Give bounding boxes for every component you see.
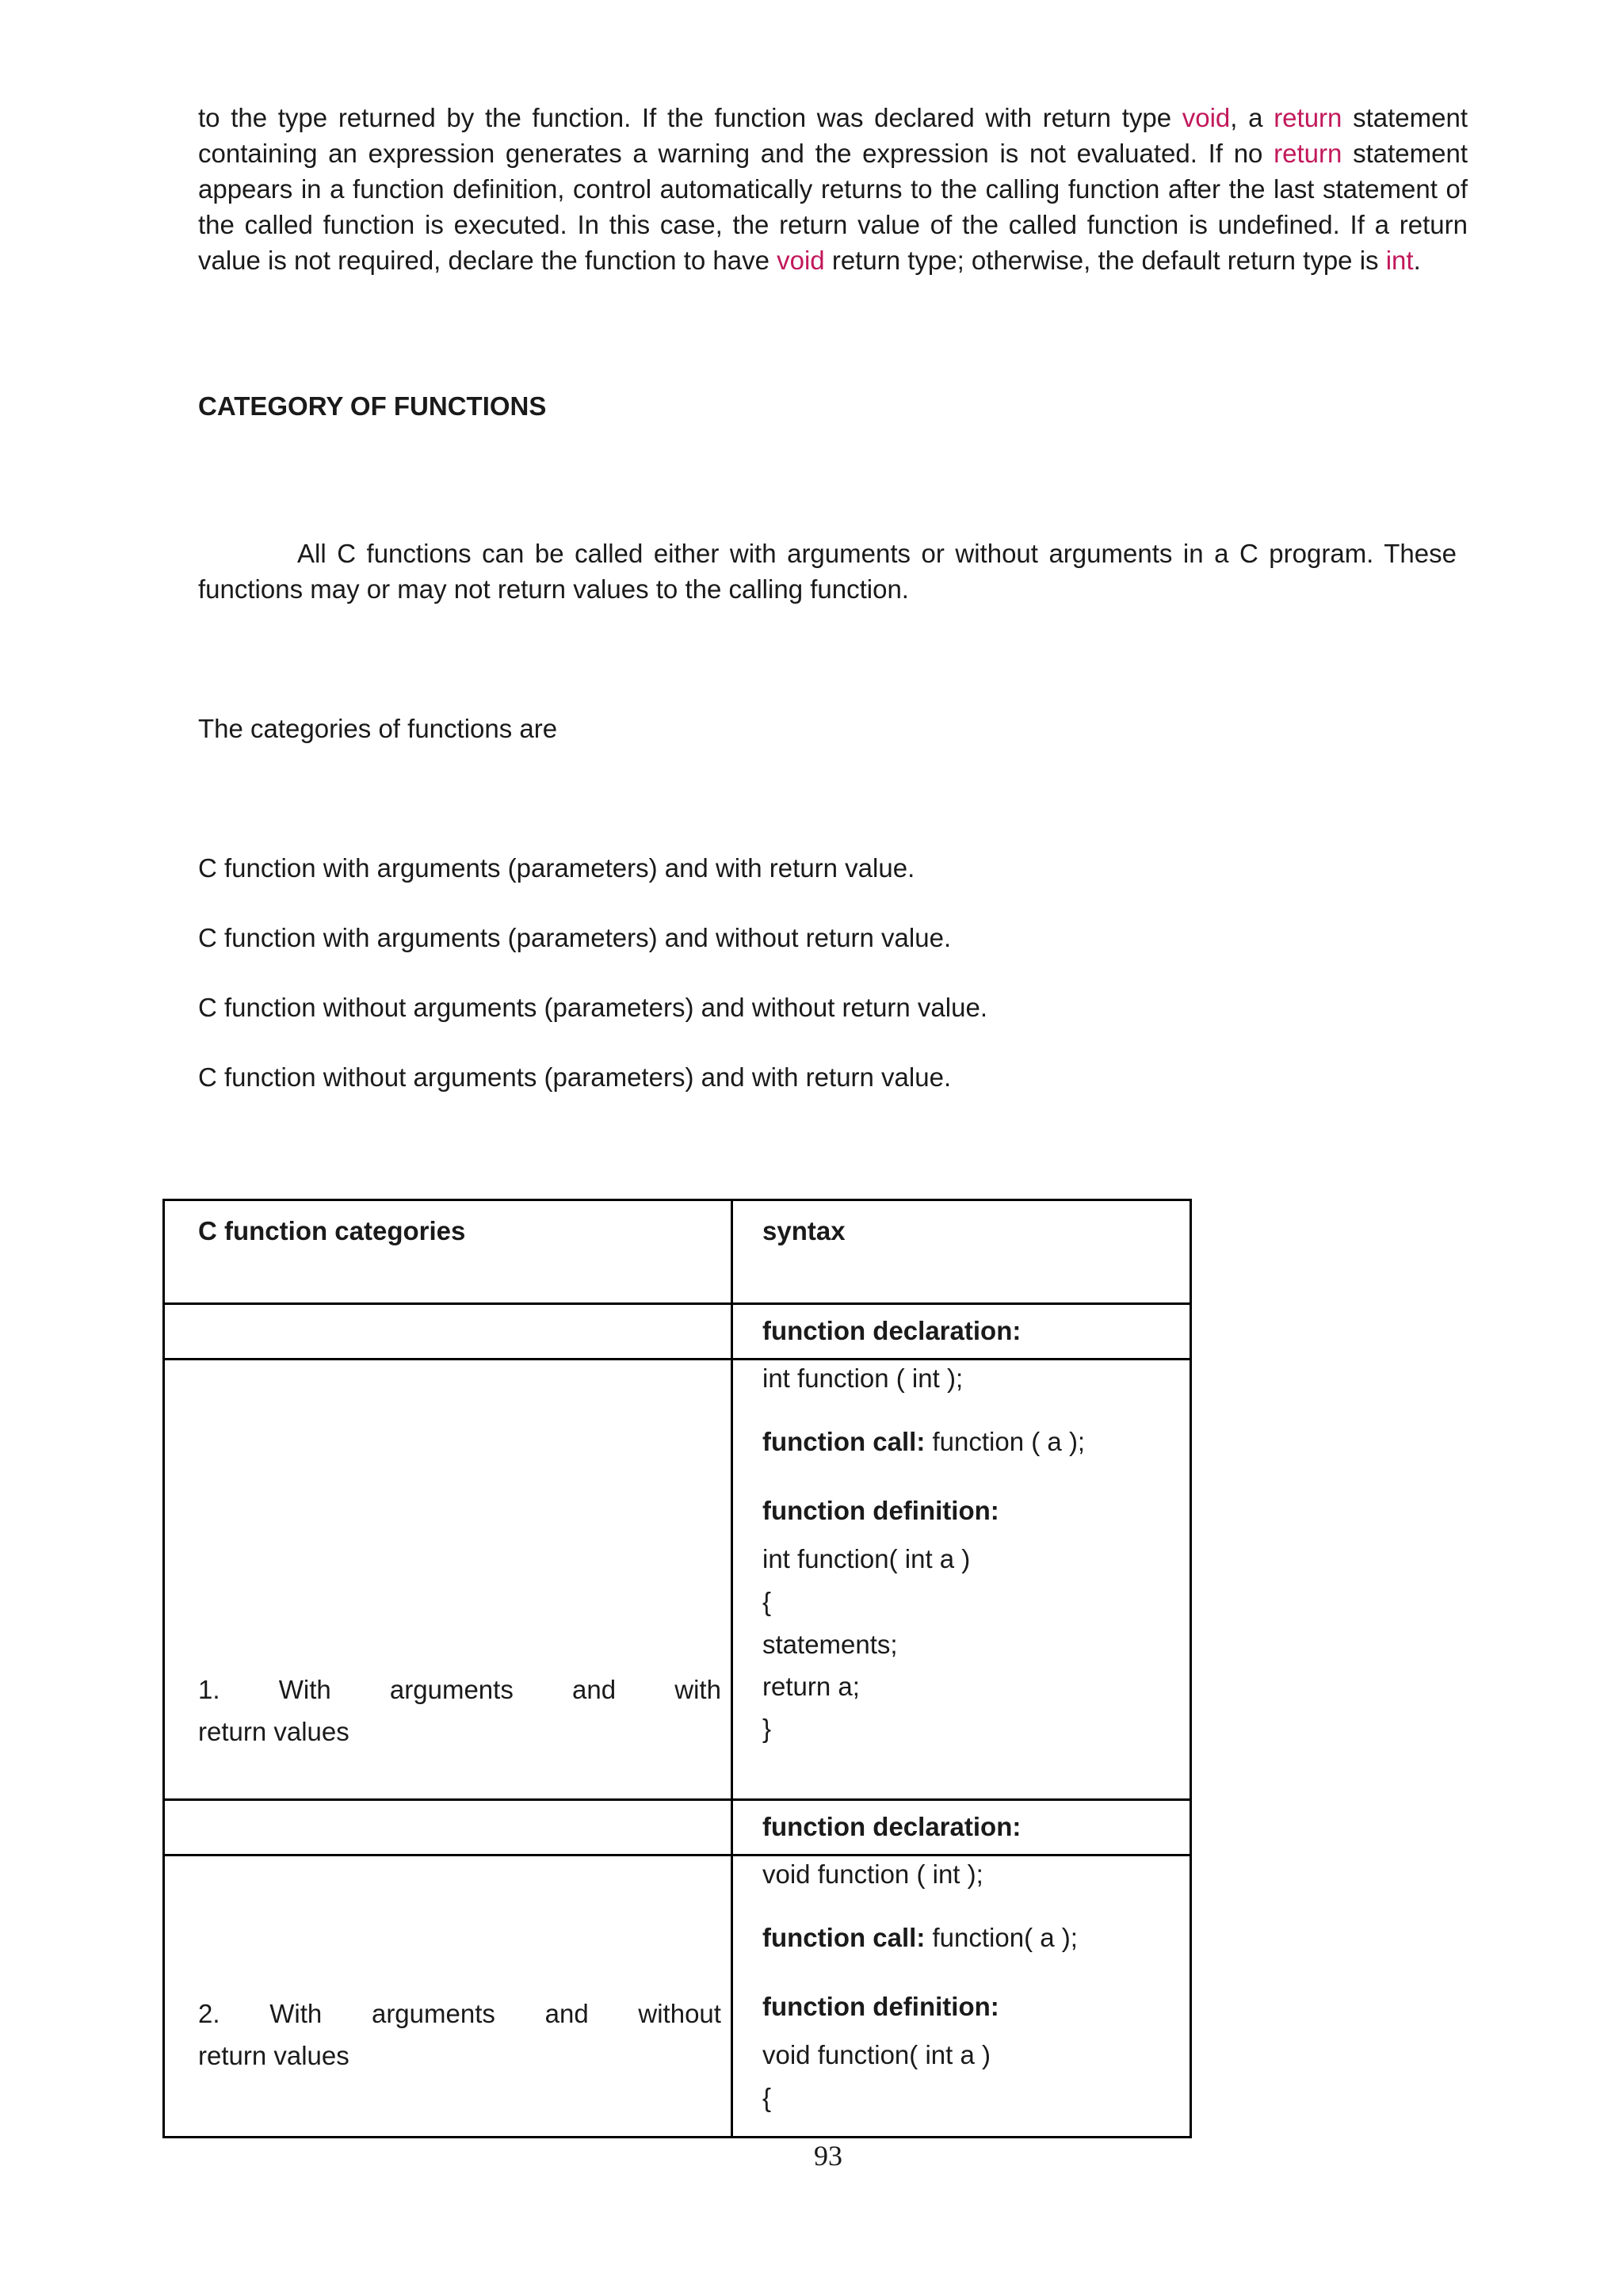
categories-intro: The categories of functions are xyxy=(198,714,558,743)
category-word: With xyxy=(269,1999,323,2028)
function-definition-code: return a; xyxy=(762,1672,860,1701)
category-cell-2 xyxy=(198,1993,721,2077)
intro-paragraph xyxy=(198,100,1468,278)
table-border xyxy=(162,1358,1192,1360)
keyword-void: void xyxy=(1182,103,1231,132)
table-border xyxy=(162,1199,165,2138)
table-border xyxy=(162,1798,1192,1801)
intro-text: return type; otherwise, the default return type is xyxy=(824,246,1386,275)
table-border xyxy=(1190,1199,1192,2138)
category-item: C function with arguments (parameters) and without return value. xyxy=(198,923,952,952)
function-definition-code: void function( int a ) xyxy=(762,2040,991,2069)
category-word: 2. xyxy=(198,1999,220,2028)
page-number: 93 xyxy=(814,2140,842,2172)
function-definition-label: function definition: xyxy=(762,1992,999,2021)
function-call-label: function call: xyxy=(762,1427,926,1456)
category-cell-1 xyxy=(198,1669,721,1753)
category-word: and xyxy=(572,1675,617,1704)
function-call-code: function( a ); xyxy=(925,1923,1078,1952)
category-word: With xyxy=(278,1675,331,1704)
function-definition-label: function definition: xyxy=(762,1496,999,1525)
function-call-line xyxy=(762,1424,1085,1459)
category-word: with xyxy=(674,1675,721,1704)
function-definition-code: int function( int a ) xyxy=(762,1544,971,1573)
intro-text: , a xyxy=(1230,103,1274,132)
function-declaration-code: void function ( int ); xyxy=(762,1859,983,1889)
table-header-categories: C function categories xyxy=(198,1216,466,1245)
function-categories-table xyxy=(162,1199,1192,2138)
category-word: 1. xyxy=(198,1675,220,1704)
category-word: return values xyxy=(198,1717,349,1746)
function-definition-code: { xyxy=(762,1587,772,1616)
category-word: arguments xyxy=(389,1675,514,1704)
function-declaration-label: function declaration: xyxy=(762,1316,1022,1345)
category-item: C function without arguments (parameters) and with return value. xyxy=(198,1062,952,1092)
keyword-return: return xyxy=(1274,103,1342,132)
table-header-syntax: syntax xyxy=(762,1216,846,1245)
category-word: return values xyxy=(198,2041,349,2070)
table-border xyxy=(162,1854,1192,1856)
function-declaration-label: function declaration: xyxy=(762,1812,1022,1841)
function-definition-code: } xyxy=(762,1714,772,1743)
intro-text: statement appears in a function definition, control automatically returns to the calling function after the last statement of the called function is executed. In this case, the return value of the called function is undefined. If a return value is not required, declare the function to have xyxy=(198,139,1468,275)
intro-text: statement containing an expression generates a warning and the expression is not evaluated. If no xyxy=(198,103,1468,168)
category-word: and xyxy=(544,1999,589,2028)
intro-functions-paragraph: All C functions can be called either with arguments or without arguments in a C program. These functions may or may not return values to the calling function. xyxy=(198,539,1457,604)
category-item: C function without arguments (parameters) and without return value. xyxy=(198,993,987,1022)
function-declaration-code: int function ( int ); xyxy=(762,1363,964,1393)
intro-text: . xyxy=(1413,246,1421,275)
table-border xyxy=(731,1199,733,2138)
keyword-return: return xyxy=(1274,139,1342,168)
keyword-int: int xyxy=(1385,246,1414,275)
table-border xyxy=(162,1302,1192,1305)
function-call-code: function ( a ); xyxy=(925,1427,1086,1456)
category-word: without xyxy=(638,1999,721,2028)
keyword-void: void xyxy=(777,246,825,275)
category-word: arguments xyxy=(371,1999,495,2028)
section-heading: CATEGORY OF FUNCTIONS xyxy=(198,391,547,421)
function-definition-code: { xyxy=(762,2083,772,2112)
intro-text: to the type returned by the function. If the function was declared with return type xyxy=(198,103,1182,132)
category-item: C function with arguments (parameters) and with return value. xyxy=(198,853,915,883)
function-definition-code: statements; xyxy=(762,1630,898,1659)
table-border xyxy=(162,1199,1192,1201)
function-call-label: function call: xyxy=(762,1923,926,1952)
function-call-line xyxy=(762,1920,1078,1955)
